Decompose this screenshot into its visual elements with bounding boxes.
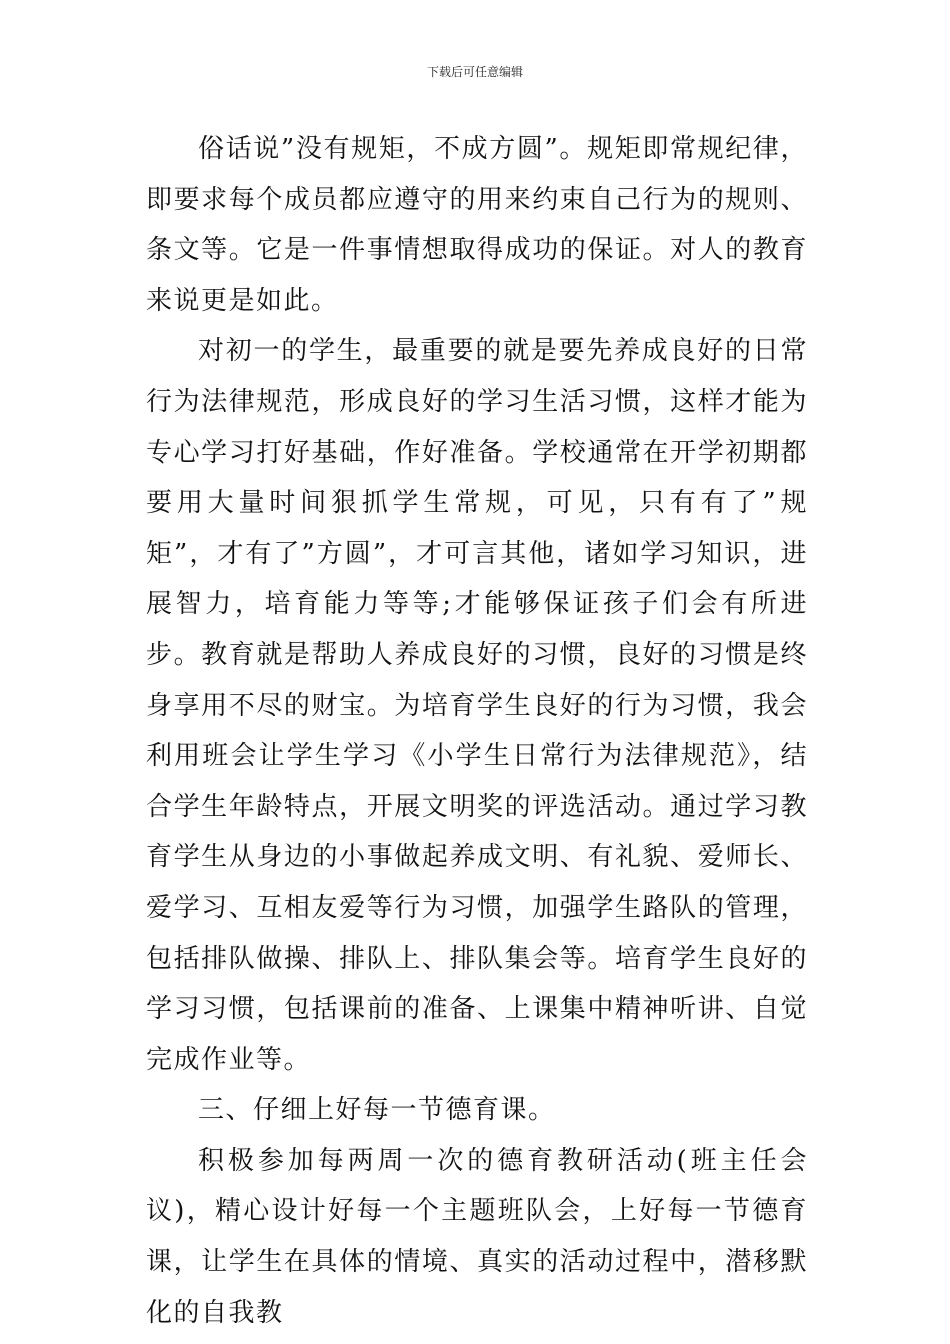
section-heading: 三、仔细上好每一节德育课。 <box>198 1095 556 1126</box>
paragraph-2: 对初一的学生，最重要的就是要先养成良好的日常行为法律规范，形成良好的学习生活习惯，这样才能为专心学习打好基础，作好准备。学校通常在开学初期都要用大量时间狠抓学生常规，可见，只有有了”规矩”，才有了”方圆”，才可言其他，诸如学习知识，进展智力，培育能力等等;才能够保证孩子们会有所进步。教育就是帮助人养成良好的习惯，良好的习惯是终身享用不尽的财宝。为培育学生良好的行为习惯，我会利用班会让学生学习《小学生日常行为法律规范》，结合学生年龄特点，开展文明奖的评选活动。通过学习教育学生从身边的小事做起养成文明、有礼貌、爱师长、爱学习、互相友爱等行为习惯，加强学生路队的管理，包括排队做操、排队上、排队集会等。培育学生良好的学习习惯，包括课前的准备、上课集中精神听讲、自觉完成作业等。 <box>146 336 808 1075</box>
paragraph-1: 俗话说”没有规矩，不成方圆”。规矩即常规纪律，即要求每个成员都应遵守的用来约束自己行为的规则、条文等。它是一件事情想取得成功的保证。对人的教育来说更是如此。 <box>146 134 808 316</box>
document-body <box>146 124 808 1338</box>
paragraph-3: 积极参加每两周一次的德育教研活动(班主任会议)，精心设计好每一个主题班队会，上好每一节德育课，让学生在具体的情境、真实的活动过程中，潜移默化的自我教 <box>146 1145 808 1328</box>
page-header: 下载后可任意编辑 <box>426 65 523 79</box>
